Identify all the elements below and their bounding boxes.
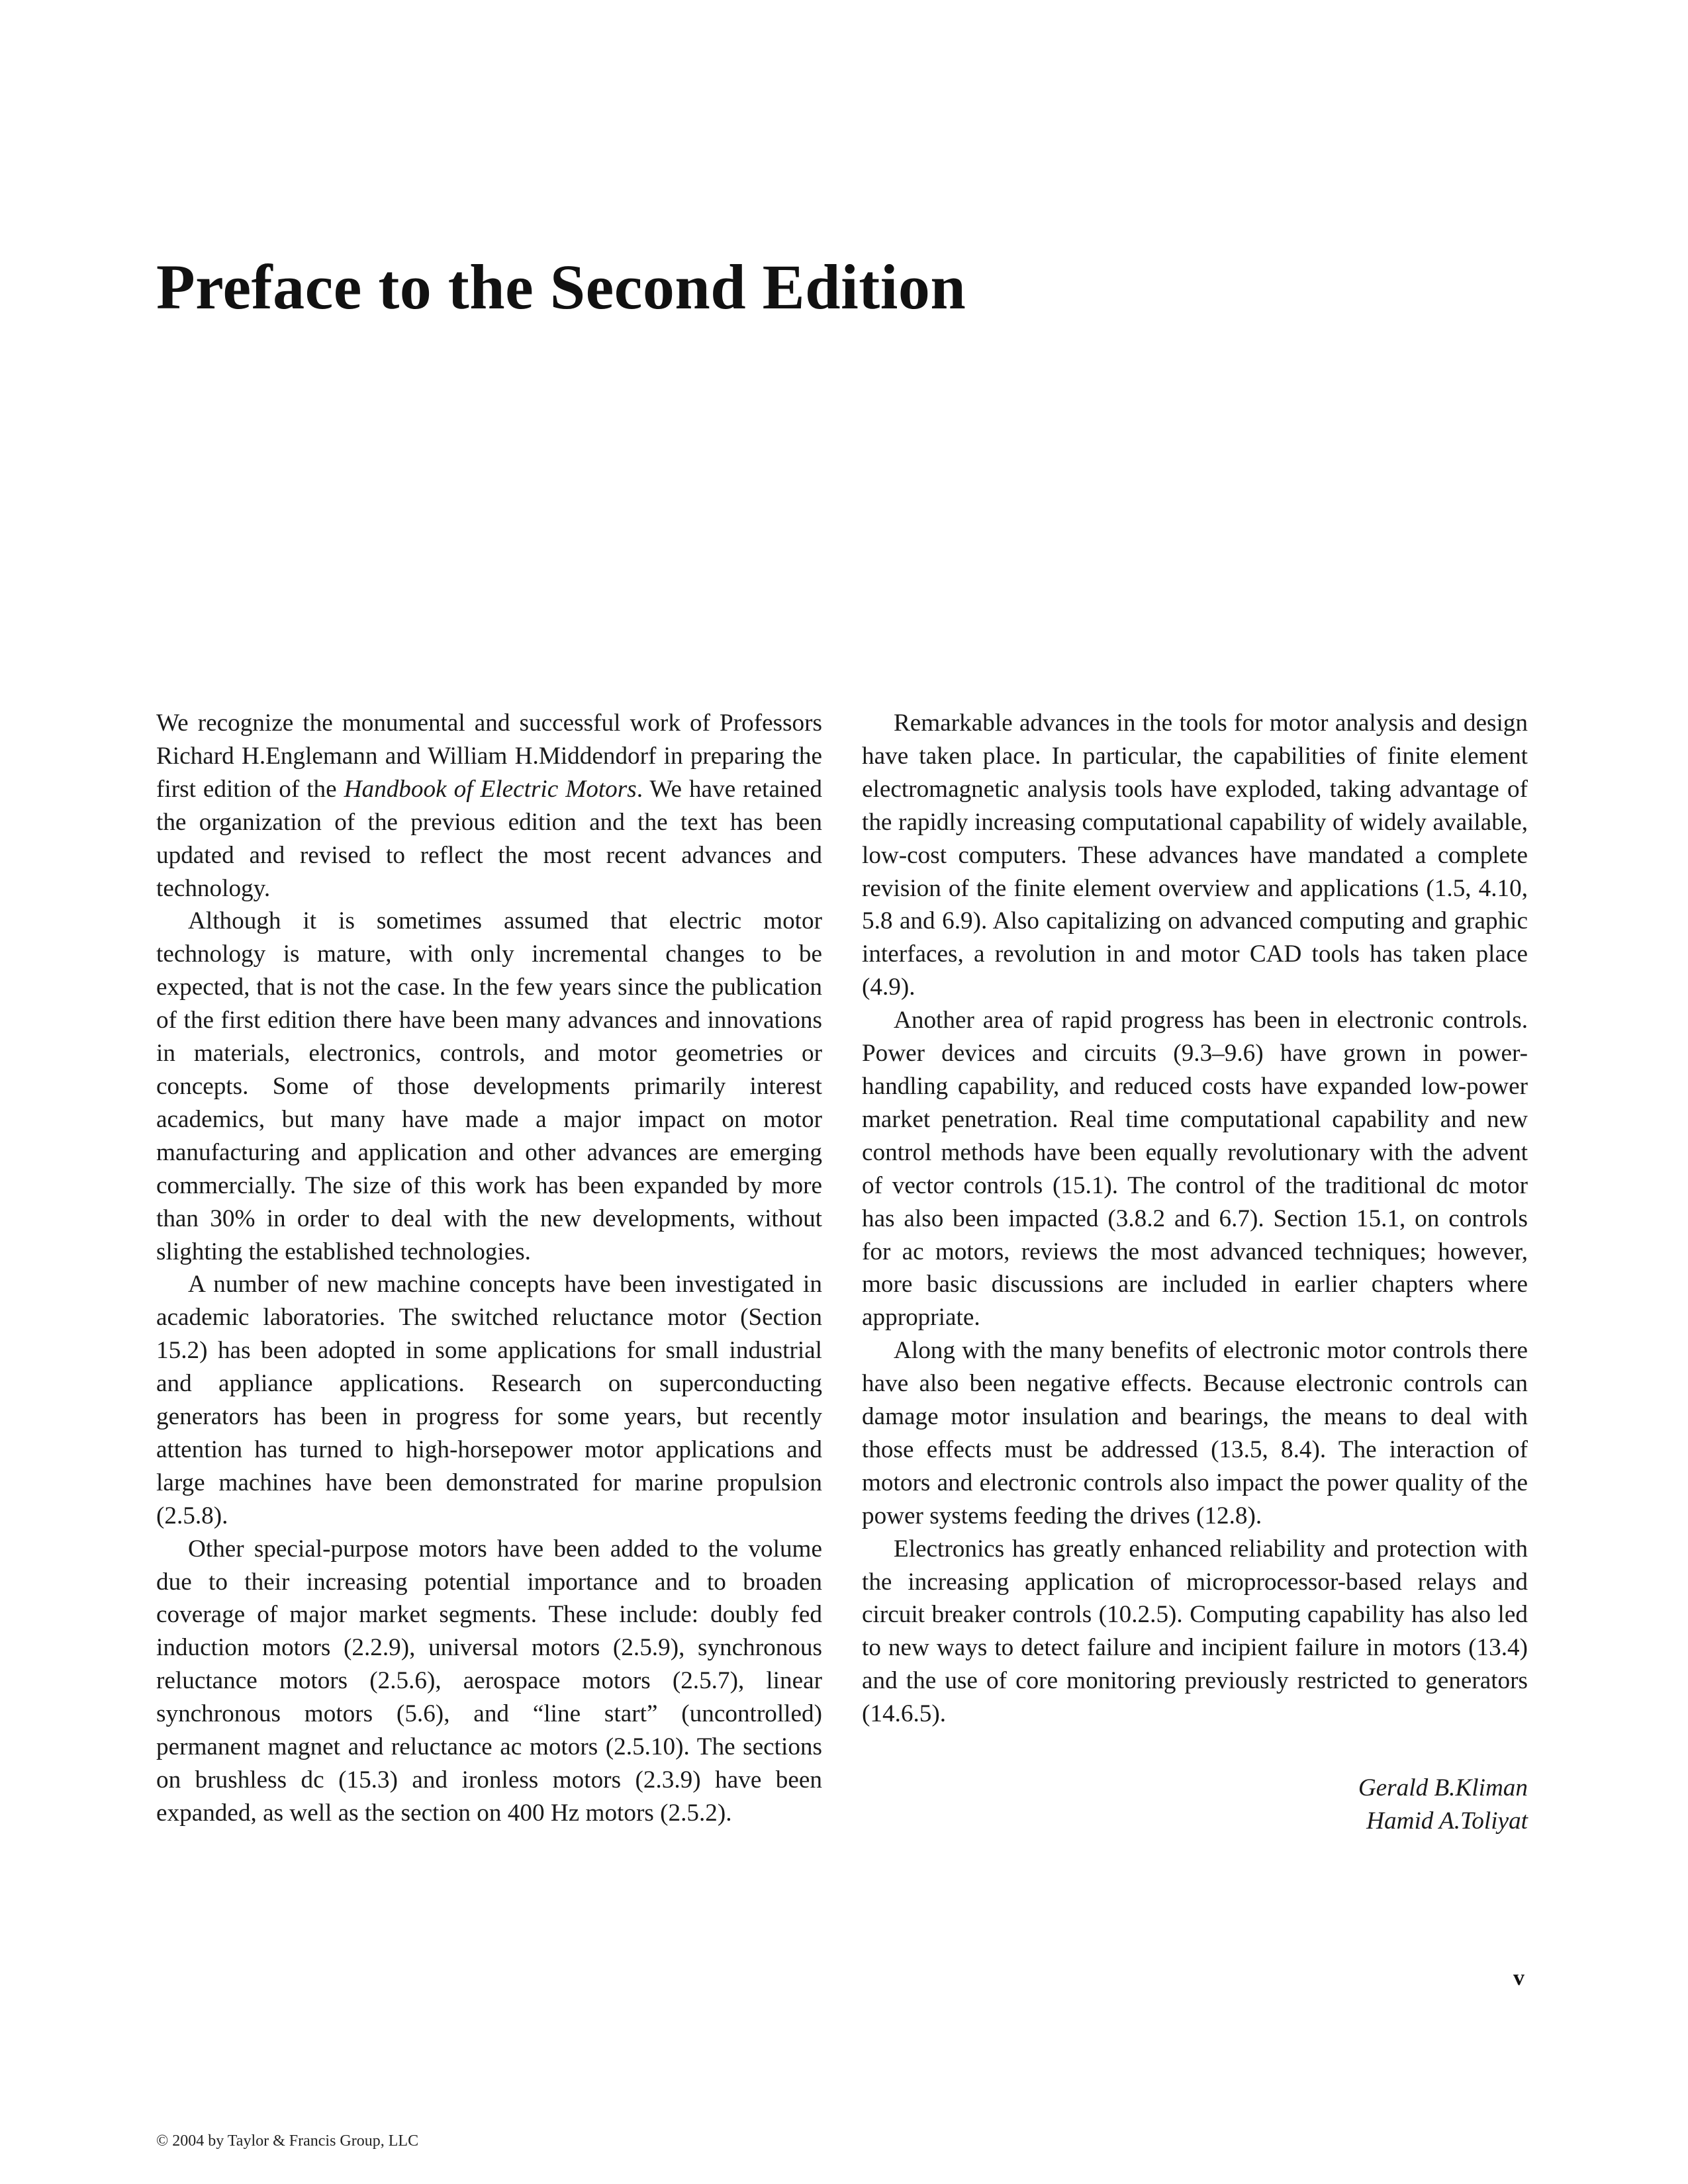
paragraph: Another area of rapid progress has been in electronic controls. Power devices and circuits (9.3–9.6) have grown in power-handling capability, and reduced costs have expanded low-power market penetration. Real time computational capability and new control methods have been equally revolutionary with the advent of vector controls (15.1). The control of the traditional dc motor has also been impacted (3.8.2 and 6.7). Section 15.1, on controls for ac motors, reviews the most advanced techniques; however, more basic discussions are included in earlier chapters where appropriate. [862,1007,1528,1332]
book-title: Handbook of Electric Motors [344,775,637,803]
page-title: Preface to the Second Edition [156,251,966,322]
paragraph: Along with the many benefits of electronic motor controls there have also been negative effects. Because electronic controls can damage motor insulation and bearings, the means to deal with those effects must be addressed (13.5, 8.4). The interaction of motors and electronic controls also impact the power quality of the power systems feeding the drives (12.8). [862,1337,1528,1529]
paragraph-text: . We have retained the organization of the previous edition and the text has been updated and revised to reflect the most recent advances and technology. [156,775,822,902]
author-name: Gerald B.Kliman [1358,1774,1528,1802]
right-column [862,707,1528,1838]
author-name: Hamid A.Toliyat [1366,1807,1528,1835]
paragraph: A number of new machine concepts have been investigated in academic laboratories. The switched reluctance motor (Section 15.2) has been adopted in some applications for small industrial and appliance applications. Research on superconducting generators has been in progress for some years, but recently attention has turned to high-horsepower motor applications and large machines have been demonstrated for marine propulsion (2.5.8). [156,1271,822,1529]
left-column [156,707,822,1830]
paragraph: Although it is sometimes assumed that electric motor technology is mature, with only incremental changes to be expected, that is not the case. In the few years since the publication of the first edition there have been many advances and innovations in materials, electronics, controls, and motor geometries or concepts. Some of those developments primarily interest academics, but many have made a major impact on motor manufacturing and application and other advances are emerging commercially. The size of this work has been expanded by more than 30% in order to deal with the new developments, without slighting the established technologies. [156,907,822,1265]
paragraph: Electronics has greatly enhanced reliability and protection with the increasing application of microprocessor-based relays and circuit breaker controls (10.2.5). Computing capability has also led to new ways to detect failure and incipient failure in motors (13.4) and the use of core monitoring previously restricted to generators (14.6.5). [862,1535,1528,1728]
paragraph: Other special-purpose motors have been added to the volume due to their increasing potential importance and to broaden coverage of major market segments. These include: doubly fed induction motors (2.2.9), universal motors (2.5.9), synchronous reluctance motors (2.5.6), aerospace motors (2.5.7), linear synchronous motors (5.6), and “line start” (uncontrolled) permanent magnet and reluctance ac motors (2.5.10). The sections on brushless dc (15.3) and ironless motors (2.3.9) have been expanded, as well as the section on 400 Hz motors (2.5.2). [156,1535,822,1827]
paragraph [156,707,822,905]
paragraph-text: We recognize the monumental and successful work of Professors Richard H.Englemann and William H.Middendorf in preparing the first edition of the [156,709,822,803]
author-signatures [862,1772,1528,1838]
paragraph: Remarkable advances in the tools for motor analysis and design have taken place. In particular, the capabilities of finite element electromagnetic analysis tools have exploded, taking advantage of the rapidly increasing computational capability of widely available, low-cost computers. These advances have mandated a complete revision of the finite element overview and applications (1.5, 4.10, 5.8 and 6.9). Also capitalizing on advanced computing and graphic interfaces, a revolution in and motor CAD tools has taken place (4.9). [862,709,1528,1001]
copyright-notice: © 2004 by Taylor & Francis Group, LLC [156,2132,419,2150]
page-number: v [1513,1966,1524,1990]
